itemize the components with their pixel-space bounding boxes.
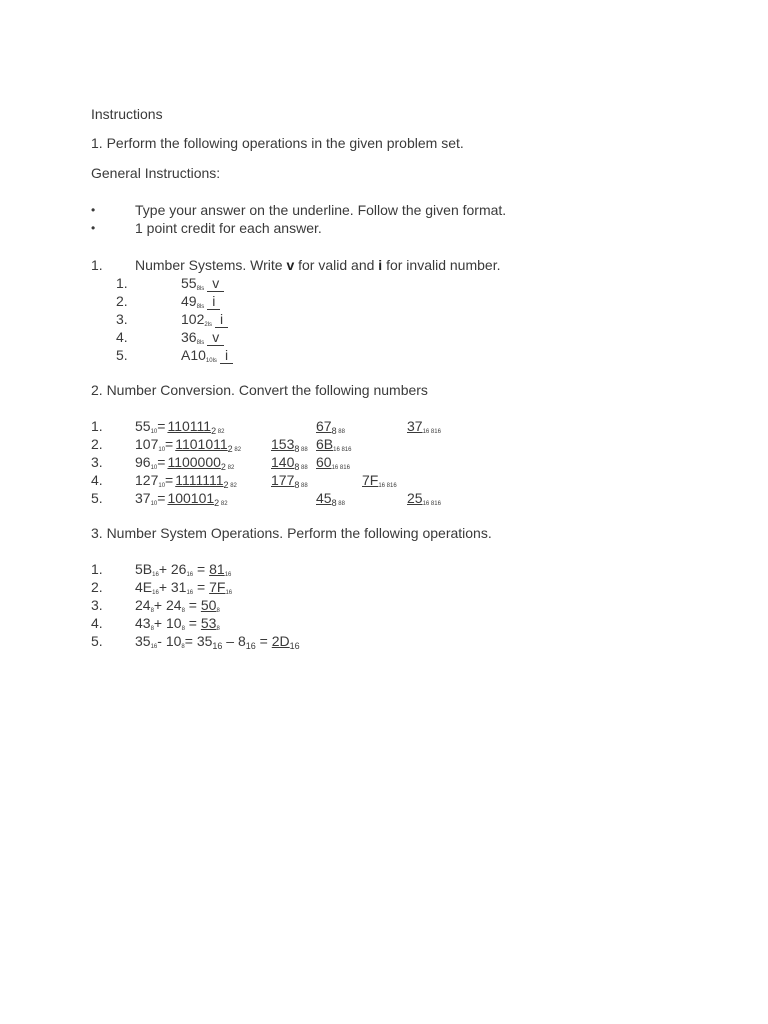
item-number: 4. (116, 329, 128, 345)
base-subscript: 16 (152, 572, 159, 578)
operator: + (153, 597, 166, 613)
item-number: 2. (91, 436, 103, 452)
base-subscript: 2 (211, 426, 217, 436)
base-subscript: 8 (150, 626, 154, 632)
bullet-marker: • (91, 203, 96, 217)
item-number: 4. (91, 615, 103, 631)
intermediate-value: – 8 (222, 633, 246, 649)
base-subscript: 2ls (204, 322, 213, 328)
item-number: 2. (91, 579, 103, 595)
operand-a: 24 (135, 597, 151, 613)
base-subscript: 82 (228, 483, 237, 489)
decimal-value (135, 417, 224, 435)
base-subscript: 16 (212, 641, 223, 651)
base-subscript: 8 (331, 426, 337, 436)
octal-value: 177 (271, 472, 295, 488)
equals-sign: = (157, 490, 166, 506)
base-subscript: 16 (186, 590, 194, 596)
base-subscript: 2 (220, 462, 226, 472)
operation-answer: 53 (200, 615, 217, 631)
operation-item (135, 578, 232, 596)
base-subscript: 16 (245, 641, 256, 651)
hex-answer (407, 489, 441, 507)
base-subscript: 16 816 (422, 501, 441, 507)
hex-answer (316, 435, 351, 453)
equals-sign: = (157, 418, 166, 434)
operation-answer: 50 (200, 597, 217, 613)
item-number: 5. (116, 347, 128, 363)
number-value: A10 (181, 347, 206, 363)
base-subscript: 16 816 (333, 447, 352, 453)
answer-blank: i (207, 294, 220, 310)
operation-answer: 7F (209, 579, 226, 595)
base-subscript: 16 816 (331, 465, 350, 471)
base-subscript: 8 (331, 498, 337, 508)
hex-value: 37 (407, 418, 423, 434)
operand-a: 43 (135, 615, 151, 631)
base-subscript: 82 (219, 501, 228, 507)
binary-answer: 1111111 (175, 472, 224, 488)
item-number: 1. (116, 275, 128, 291)
base-subscript: 2 (223, 480, 229, 490)
bullet-item: Type your answer on the underline. Follow the given format. (135, 202, 507, 218)
octal-answer (271, 435, 308, 453)
equals-sign: = (255, 633, 272, 649)
base-subscript: 16 (186, 572, 194, 578)
operation-item (135, 614, 220, 632)
operator: + (153, 615, 166, 631)
decimal-value (135, 435, 241, 453)
base-subscript: 2 (214, 498, 220, 508)
operator: + (158, 579, 171, 595)
base-subscript: 10 (150, 501, 158, 507)
base-subscript: 10 (150, 465, 158, 471)
validity-item (181, 310, 228, 328)
operation-item (135, 596, 220, 614)
base-subscript: 8 (294, 480, 300, 490)
base-subscript: 16 (152, 590, 159, 596)
section1-title: Number Systems. Write v for valid and i for invalid number. (135, 257, 501, 273)
item-number: 3. (91, 597, 103, 613)
operator: - (157, 633, 166, 649)
base-subscript: 88 (299, 465, 308, 471)
answer-blank: v (207, 276, 224, 292)
octal-answer (316, 489, 345, 507)
hex-value: 7F (362, 472, 379, 488)
item-number: 3. (91, 454, 103, 470)
octal-value: 45 (316, 490, 332, 506)
item-number: 5. (91, 633, 103, 649)
hex-answer (407, 417, 441, 435)
base-subscript: 8 (294, 444, 300, 454)
base-subscript: 88 (299, 483, 308, 489)
base-subscript: 10 (158, 447, 166, 453)
equals-sign: = (165, 436, 174, 452)
base-subscript: 8 (181, 608, 185, 614)
base-subscript: 88 (336, 429, 345, 435)
base-subscript: 2 (227, 444, 233, 454)
operand-a: 5B (135, 561, 153, 577)
base-subscript: 8 (181, 644, 185, 650)
item-number: 2. (116, 293, 128, 309)
operand-b: 24 (166, 597, 182, 613)
validity-item (181, 328, 224, 346)
item-number: 4. (91, 472, 103, 488)
operand-b: 10 (165, 633, 182, 649)
hex-value: 25 (407, 490, 423, 506)
octal-answer (271, 453, 308, 471)
octal-value: 153 (271, 436, 295, 452)
number-value: 127 (135, 472, 159, 488)
answer-blank: v (207, 330, 224, 346)
operation-answer: 2D (271, 633, 290, 649)
operator: + (158, 561, 171, 577)
number-value: 55 (135, 418, 151, 434)
number-value: 107 (135, 436, 159, 452)
number-value: 37 (135, 490, 151, 506)
equals-sign: = (193, 579, 210, 595)
base-subscript: 8 (294, 462, 300, 472)
bullet-marker: • (91, 221, 96, 235)
base-subscript: 8 (150, 608, 154, 614)
number-value: 36 (181, 329, 197, 345)
equals-sign: = (184, 597, 201, 613)
base-subscript: 8 (181, 626, 185, 632)
decimal-value (135, 471, 237, 489)
base-subscript: 8ls (196, 304, 205, 310)
equals-sign: = (165, 472, 174, 488)
operand-a: 35 (135, 633, 151, 649)
equals-sign: = (184, 633, 197, 649)
section1-number: 1. (91, 257, 103, 273)
base-subscript: 8 (216, 608, 220, 614)
base-subscript: 16 816 (422, 429, 441, 435)
octal-value: 140 (271, 454, 295, 470)
section3-title: 3. Number System Operations. Perform the following operations. (91, 525, 492, 541)
base-subscript: 8 (216, 626, 220, 632)
operand-a: 4E (135, 579, 153, 595)
item-number: 3. (116, 311, 128, 327)
number-value: 102 (181, 311, 205, 327)
base-subscript: 88 (336, 501, 345, 507)
base-subscript: 16 (289, 641, 300, 651)
task-text: 1. Perform the following operations in the given problem set. (91, 135, 464, 151)
bullet-item: 1 point credit for each answer. (135, 220, 322, 236)
hex-answer (316, 453, 350, 471)
operand-b: 10 (166, 615, 182, 631)
base-subscript: 82 (232, 447, 242, 453)
operation-item (135, 632, 300, 650)
validity-item (181, 346, 233, 364)
base-subscript: 16 816 (378, 483, 397, 489)
equals-sign: = (193, 561, 210, 577)
number-value: 49 (181, 293, 197, 309)
base-subscript: 82 (216, 429, 225, 435)
base-subscript: 16 (224, 572, 232, 578)
operation-item (135, 560, 231, 578)
instructions-heading: Instructions (91, 106, 163, 122)
section2-title: 2. Number Conversion. Convert the following numbers (91, 382, 428, 398)
operand-b: 26 (170, 561, 187, 577)
base-subscript: 10ls (205, 358, 217, 364)
base-subscript: 10 (158, 483, 166, 489)
equals-sign: = (184, 615, 201, 631)
answer-blank: i (220, 348, 233, 364)
decimal-value (135, 489, 228, 507)
item-number: 1. (91, 561, 103, 577)
base-subscript: 8ls (196, 340, 205, 346)
binary-answer: 1101011 (175, 436, 228, 452)
number-value: 96 (135, 454, 151, 470)
number-value: 55 (181, 275, 197, 291)
base-subscript: 88 (299, 447, 308, 453)
octal-answer (316, 417, 345, 435)
hex-answer (362, 471, 397, 489)
item-number: 1. (91, 418, 103, 434)
intermediate-value: 35 (196, 633, 213, 649)
octal-value: 67 (316, 418, 332, 434)
decimal-value (135, 453, 234, 471)
base-subscript: 82 (225, 465, 235, 471)
hex-value: 60 (316, 454, 332, 470)
hex-value: 6B (316, 436, 334, 452)
base-subscript: 10 (150, 429, 158, 435)
answer-blank: i (215, 312, 228, 328)
validity-item (181, 292, 220, 310)
item-number: 5. (91, 490, 103, 506)
operation-answer: 81 (209, 561, 225, 577)
operand-b: 31 (170, 579, 187, 595)
base-subscript: 16 (150, 644, 158, 650)
binary-answer: 100101 (167, 490, 215, 506)
base-subscript: 8ls (196, 286, 205, 292)
base-subscript: 16 (225, 590, 233, 596)
equals-sign: = (157, 454, 166, 470)
octal-answer (271, 471, 308, 489)
general-instructions-heading: General Instructions: (91, 165, 221, 181)
binary-answer: 110111 (167, 418, 212, 434)
validity-item (181, 274, 224, 292)
binary-answer: 1100000 (167, 454, 221, 470)
